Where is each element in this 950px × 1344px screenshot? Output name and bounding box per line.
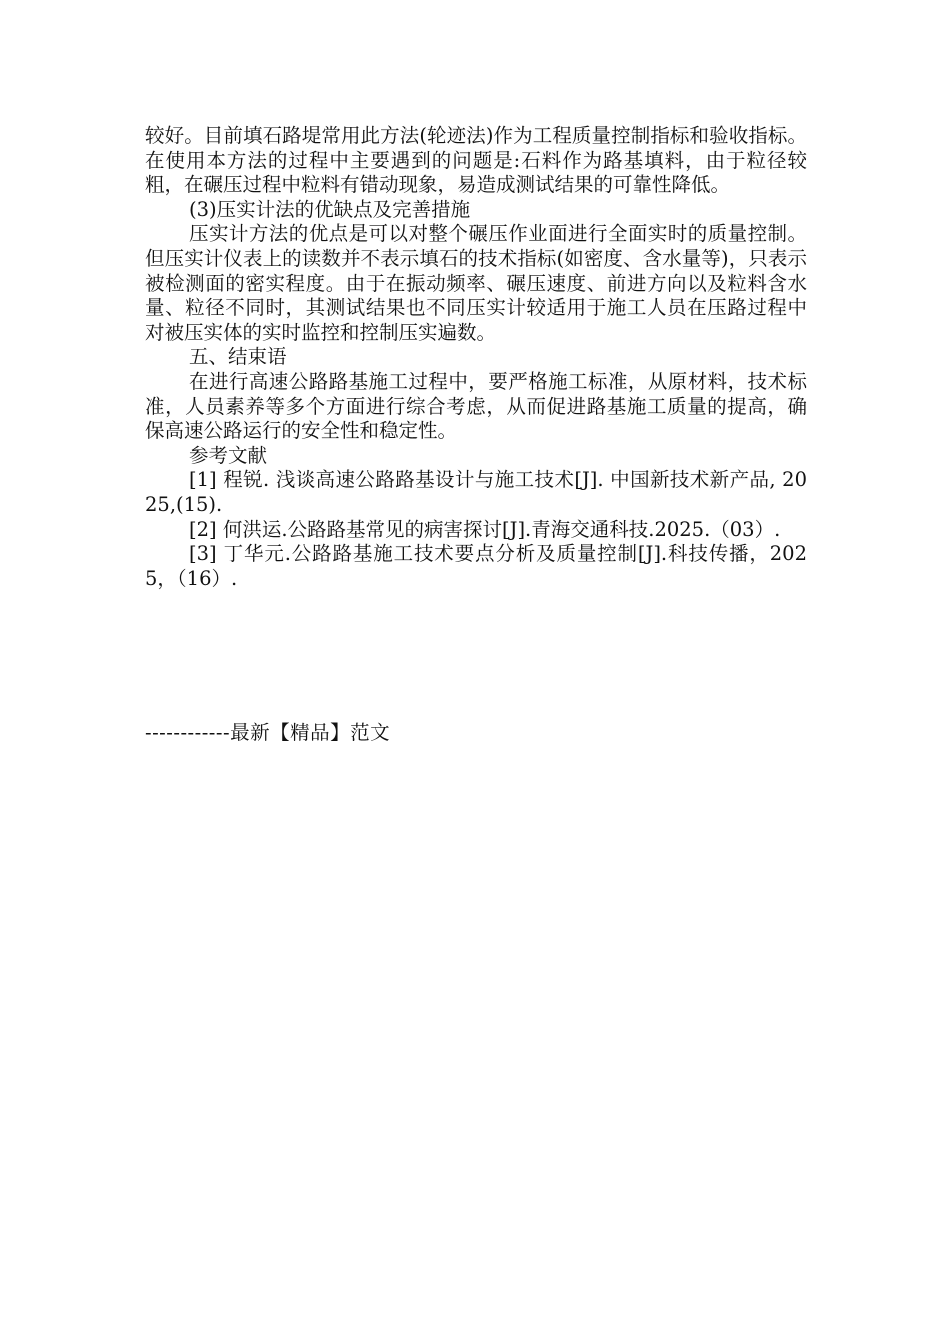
reference-item-1: [1] 程锐. 浅谈高速公路路基设计与施工技术[J]. 中国新技术新产品, 2025,(15). <box>145 468 807 516</box>
footer-tagline: ------------最新【精品】范文 <box>145 721 391 744</box>
section-heading-conclusion: 五、结束语 <box>189 345 287 369</box>
reference-item-3: [3] 丁华元.公路路基施工技术要点分析及质量控制[J].科技传播，2025，（16）. <box>145 542 807 590</box>
document-body <box>145 124 807 591</box>
references-heading: 参考文献 <box>189 443 268 467</box>
paragraph-conclusion: 在进行高速公路路基施工过程中，要严格施工标准，从原材料，技术标准，人员素养等多个方面进行综合考虑，从而促进路基施工质量的提高，确保高速公路运行的安全性和稳定性。 <box>145 369 807 443</box>
paragraph-compaction-meter: 压实计方法的优点是可以对整个碾压作业面进行全面实时的质量控制。但压实计仪表上的读数并不表示填石的技术指标(如密度、含水量等)，只表示被检测面的密实程度。由于在振动频率、碾压速度、前进方向以及粒料含水量、粒径不同时，其测试结果也不同压实计较适用于施工人员在压路过程中对被压实体的实时监控和控制压实遍数。 <box>145 222 807 344</box>
reference-item-2: [2] 何洪运.公路路基常见的病害探讨[J].青海交通科技.2025.（03）. <box>189 517 781 541</box>
paragraph-continuation: 较好。目前填石路堤常用此方法(轮迹法)作为工程质量控制指标和验收指标。在使用本方法的过程中主要遇到的问题是:石料作为路基填料，由于粒径较粗，在碾压过程中粒料有错动现象，易造成测试结果的可靠性降低。 <box>145 124 807 197</box>
section-heading-3: (3)压实计法的优缺点及完善措施 <box>189 197 471 221</box>
